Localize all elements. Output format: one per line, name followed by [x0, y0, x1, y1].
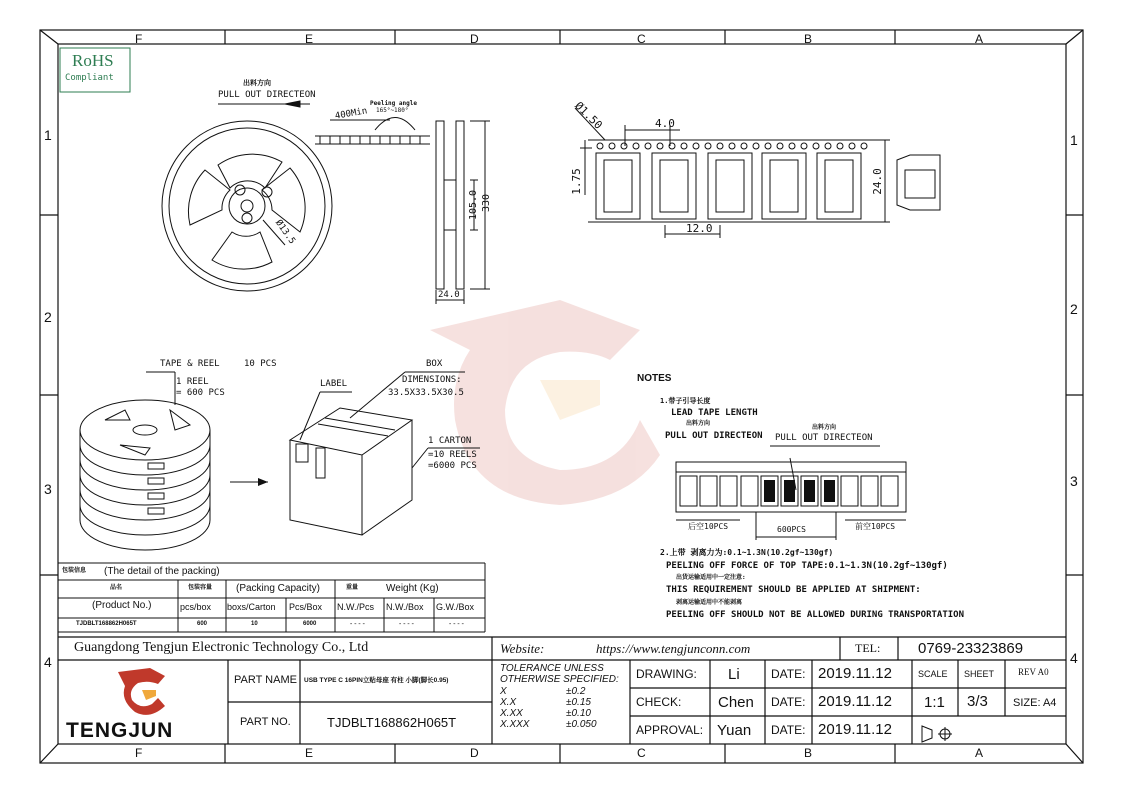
- date-label-3: DATE:: [771, 723, 806, 737]
- rohs-subtitle: Compliant: [65, 73, 114, 83]
- drawing-label: DRAWING:: [636, 667, 697, 681]
- notes-2c: PEELING OFF SHOULD NOT BE ALLOWED DURING TRANSPORTATION: [666, 610, 965, 620]
- tolerance-xx-value: ±0.15: [566, 697, 591, 708]
- row-label-right-4: 4: [1070, 650, 1078, 666]
- packing-row-boxs-carton: 10: [251, 621, 258, 627]
- tolerance-xxx-value: ±0.10: [566, 708, 591, 719]
- packing-row-product: TJDBLT168862H065T: [76, 621, 137, 627]
- packing-product: (Product No.): [92, 600, 152, 611]
- tolerance-x-label: X: [500, 686, 507, 697]
- col-label-top-e: E: [305, 32, 314, 46]
- notes-2b: THIS REQUIREMENT SHOULD BE APPLIED AT SHIPMENT:: [666, 585, 921, 595]
- packing-col-4: N.W./Pcs: [337, 602, 375, 612]
- notes-1-cn3: 出料方向: [812, 424, 837, 431]
- company-name: Guangdong Tengjun Electronic Technology Co., Ltd: [74, 640, 369, 655]
- check-label: CHECK:: [636, 695, 682, 709]
- tolerance-x-value: ±0.2: [566, 686, 586, 697]
- rev-label: REV A0: [1018, 667, 1049, 677]
- notes-1-cn2: 出料方向: [686, 420, 711, 427]
- pack-dimensions: DIMENSIONS:: [402, 375, 462, 385]
- reel-min-label: 400Min: [334, 106, 369, 122]
- notes-1-pull: PULL OUT DIRECTEON: [665, 431, 763, 441]
- reel-dim-24: 24.0: [438, 290, 460, 300]
- notes-2-cn3: 剥离运输适用中不能剥离: [676, 599, 743, 606]
- notes-seg-before: 前空10PCS: [855, 522, 896, 531]
- reel-dim-105: 105.0: [468, 189, 480, 221]
- notes-2-cn: 2.上带 剥离力为:0.1~1.3N(10.2gf~130gf): [660, 548, 834, 557]
- sheet-label: SHEET: [964, 669, 995, 679]
- reel-peel-label: Peeling angle: [370, 100, 417, 107]
- scale-label: SCALE: [918, 669, 948, 679]
- size-label: SIZE: A4: [1013, 697, 1057, 709]
- tolerance-line1: TOLERANCE UNLESS: [500, 663, 604, 674]
- tape-dim-175: 1.75: [569, 168, 583, 195]
- packing-row-pcs-box: 600: [197, 621, 208, 627]
- packing-title-cn: 包装信息: [62, 567, 87, 574]
- row-label-right-3: 3: [1070, 473, 1078, 489]
- notes-2: PEELING OFF FORCE OF TOP TAPE:0.1~1.3N(10.2gf~130gf): [666, 561, 948, 571]
- brand-logo-mark: [118, 668, 165, 715]
- packing-head-cn3: 重量: [346, 584, 359, 591]
- packing-row-nw-pcs: ----: [349, 620, 366, 628]
- tolerance-xxx-label: X.XX: [500, 708, 523, 719]
- reel-pull-label: PULL OUT DIRECTEON: [218, 90, 316, 100]
- pack-carton: 1 CARTON: [428, 436, 472, 446]
- col-label-bottom-d: D: [470, 746, 479, 760]
- tolerance-xxxx-label: X.XXX: [500, 719, 530, 730]
- notes-title: NOTES: [637, 373, 672, 384]
- notes-1-cn: 1.带子引导长度: [660, 397, 711, 405]
- date-value-1: 2019.11.12: [818, 665, 892, 682]
- col-label-top-c: C: [637, 32, 646, 46]
- tolerance-xxxx-value: ±0.050: [566, 719, 597, 730]
- approval-label: APPROVAL:: [636, 723, 704, 737]
- col-label-bottom-a: A: [975, 746, 984, 760]
- row-label-left-2: 2: [44, 309, 52, 325]
- pack-dimensions-value: 33.5X33.5X30.5: [388, 388, 464, 398]
- brand-name: TENGJUN: [66, 719, 174, 742]
- col-label-top-f: F: [135, 32, 143, 46]
- watermark-logo: [430, 300, 660, 505]
- check-value: Chen: [718, 694, 754, 711]
- pack-tape-reel-pcs: 10 PCS: [244, 359, 277, 369]
- notes-seg-600: 600PCS: [777, 525, 806, 534]
- packing-col-3: Pcs/Box: [289, 602, 323, 612]
- notes-pocket-fills: [764, 480, 835, 502]
- rohs-title: RoHS: [72, 51, 114, 70]
- tape-dim-pitch4: 4.0: [655, 117, 675, 130]
- part-name-value: USB TYPE C 16PIN立贴母座 有柱 小脚(脚长0.95): [304, 677, 449, 684]
- packing-head-cn1: 品名: [110, 584, 123, 591]
- col-label-top-b: B: [804, 32, 813, 46]
- part-name-label: PART NAME: [234, 674, 297, 686]
- reel-pull-cn: 出料方向: [243, 79, 271, 87]
- website-label: Website:: [500, 641, 545, 656]
- packing-head-cn2: 包装容量: [188, 584, 213, 591]
- notes-2-cn2: 出货运输适用中一定注意:: [676, 574, 746, 581]
- col-label-bottom-b: B: [804, 746, 813, 760]
- scale-value: 1:1: [924, 694, 945, 711]
- packing-row-pcs-per-box: 6000: [303, 621, 317, 627]
- col-label-bottom-f: F: [135, 746, 143, 760]
- pack-reels: =10 REELS: [428, 450, 477, 460]
- packing-col-2: boxs/Carton: [227, 602, 276, 612]
- col-label-bottom-c: C: [637, 746, 646, 760]
- tolerance-line2: OTHERWISE SPECIFIED:: [500, 674, 619, 685]
- pack-box: BOX: [426, 359, 443, 369]
- projection-symbol: [922, 726, 952, 742]
- sheet-value: 3/3: [967, 693, 988, 710]
- pack-reel-1: 1 REEL: [176, 377, 209, 387]
- date-value-2: 2019.11.12: [818, 693, 892, 710]
- row-label-left-1: 1: [44, 127, 52, 143]
- row-label-right-2: 2: [1070, 301, 1078, 317]
- row-label-left-3: 3: [44, 481, 52, 497]
- tape-dim-pitch12: 12.0: [686, 222, 713, 235]
- packing-row-gw-box: ----: [448, 620, 465, 628]
- packing-col-6: G.W./Box: [436, 602, 475, 612]
- row-label-left-4: 4: [44, 654, 52, 670]
- reel-dim-330: 330: [481, 193, 493, 213]
- notes-seg-after: 后空10PCS: [688, 522, 729, 531]
- pack-label: LABEL: [320, 379, 348, 389]
- drawing-value: Li: [728, 666, 740, 683]
- packing-col-1: pcs/box: [180, 602, 212, 612]
- tel-label: TEL:: [855, 641, 881, 655]
- part-no-label: PART NO.: [240, 716, 291, 728]
- notes-1-pull2: PULL OUT DIRECTEON: [775, 433, 873, 443]
- date-label-1: DATE:: [771, 667, 806, 681]
- reel-hub-dim: Ø13.5: [273, 218, 297, 247]
- packing-title: (The detail of the packing): [104, 566, 220, 577]
- packing-row-nw-box: ----: [398, 620, 415, 628]
- reel-peel-range: 165°~180°: [376, 107, 409, 114]
- pack-pcs: =6000 PCS: [428, 461, 477, 471]
- tel-number: 0769-23323869: [918, 640, 1024, 657]
- notes-1: LEAD TAPE LENGTH: [671, 408, 758, 418]
- tape-dim-hole: Ø1.50: [572, 99, 605, 132]
- tape-dim-24: 24.0: [870, 168, 884, 195]
- website-link[interactable]: https://www.tengjunconn.com: [596, 641, 751, 656]
- pack-reel-pcs: = 600 PCS: [176, 388, 225, 398]
- date-label-2: DATE:: [771, 695, 806, 709]
- col-label-bottom-e: E: [305, 746, 314, 760]
- part-no-value: TJDBLT168862H065T: [327, 715, 457, 730]
- tape-sprocket-ticks: [320, 136, 420, 144]
- row-label-right-1: 1: [1070, 132, 1078, 148]
- packing-weight: Weight (Kg): [386, 583, 439, 594]
- tolerance-xx-label: X.X: [500, 697, 517, 708]
- approval-value: Yuan: [717, 722, 752, 739]
- pack-tape-reel: TAPE & REEL: [160, 359, 220, 369]
- packing-capacity: (Packing Capacity): [236, 583, 320, 594]
- date-value-3: 2019.11.12: [818, 721, 892, 738]
- col-label-top-a: A: [975, 32, 984, 46]
- packing-col-5: N.W./Box: [386, 602, 424, 612]
- col-label-top-d: D: [470, 32, 479, 46]
- sprocket-holes: [597, 143, 867, 149]
